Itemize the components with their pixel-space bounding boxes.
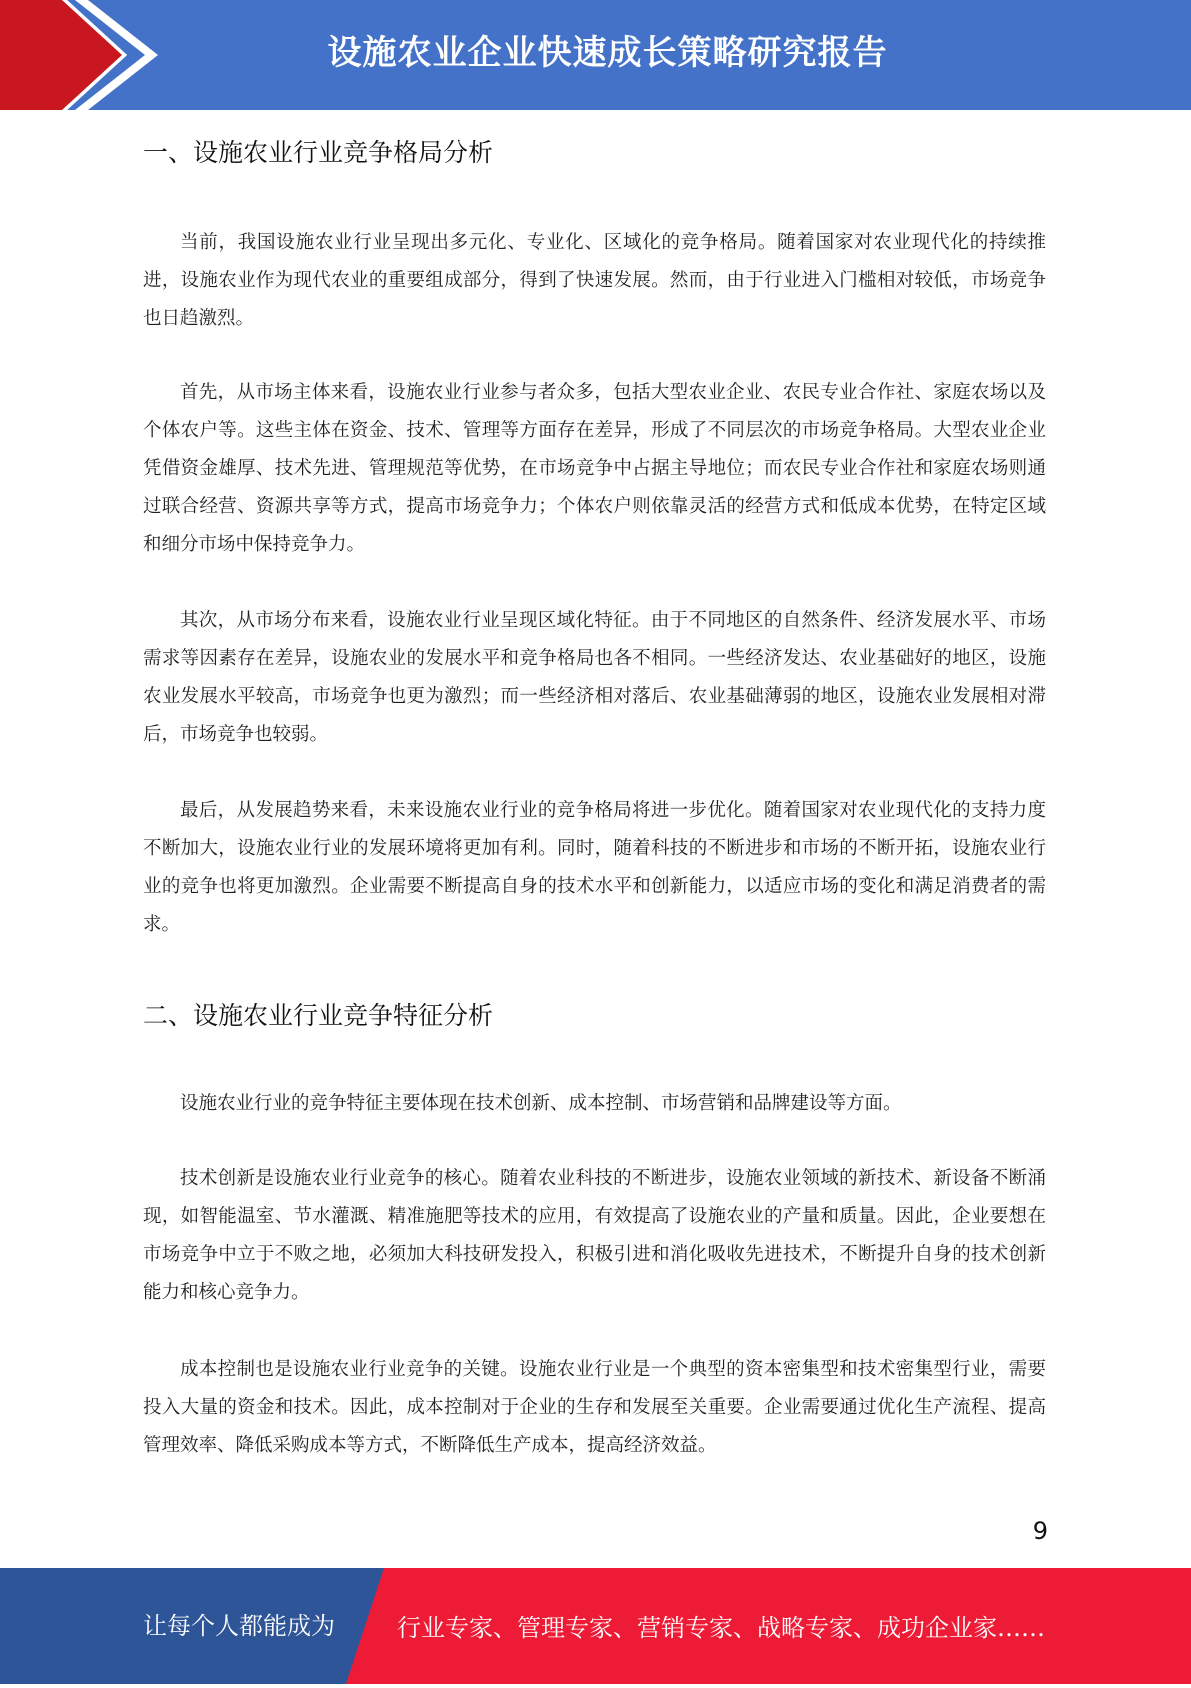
- document-title: 设施农业企业快速成长策略研究报告: [327, 33, 888, 73]
- paragraph: 首先，从市场主体来看，设施农业行业参与者众多，包括大型农业企业、农民专业合作社、家庭农场以及个体农户等。这些主体在资金、技术、管理等方面存在差异，形成了不同层次的市场竞争格局。大型农业企业凭借资金雄厚、技术先进、管理规范等优势，在市场竞争中占据主导地位；而农民专业合作社和家庭农场则通过联合经营、资源共享等方式，提高市场竞争力；个体农户则依靠灵活的经营方式和低成本优势，在特定区域和细分市场中保持竞争力。: [143, 382, 1046, 555]
- paragraph: 技术创新是设施农业行业竞争的核心。随着农业科技的不断进步，设施农业领域的新技术、新设备不断涌现，如智能温室、节水灌溉、精准施肥等技术的应用，有效提高了设施农业的产量和质量。因此，企业要想在市场竞争中立于不败之地，必须加大科技研发投入，积极引进和消化吸收先进技术，不断提升自身的技术创新能力和核心竞争力。: [143, 1168, 1046, 1303]
- footer-slogan-left: 让每个人都能成为: [143, 1612, 335, 1640]
- page-number: 9: [1032, 1517, 1048, 1545]
- header-banner: [0, 0, 1191, 110]
- footer-slogan-right: 行业专家、管理专家、营销专家、战略专家、成功企业家……: [397, 1614, 1045, 1642]
- section-heading-2: 二、设施农业行业竞争特征分析: [143, 1001, 494, 1030]
- footer-banner: [0, 1568, 1191, 1684]
- paragraph: 设施农业行业的竞争特征主要体现在技术创新、成本控制、市场营销和品牌建设等方面。: [180, 1093, 902, 1114]
- paragraph: 成本控制也是设施农业行业竞争的关键。设施农业行业是一个典型的资本密集型和技术密集型行业，需要投入大量的资金和技术。因此，成本控制对于企业的生存和发展至关重要。企业需要通过优化生产流程、提高管理效率、降低采购成本等方式，不断降低生产成本，提高经济效益。: [143, 1359, 1046, 1456]
- paragraph: 当前，我国设施农业行业呈现出多元化、专业化、区域化的竞争格局。随着国家对农业现代化的持续推进，设施农业作为现代农业的重要组成部分，得到了快速发展。然而，由于行业进入门槛相对较低，市场竞争也日趋激烈。: [143, 232, 1046, 329]
- section-heading-1: 一、设施农业行业竞争格局分析: [143, 138, 494, 167]
- paragraph: 最后，从发展趋势来看，未来设施农业行业的竞争格局将进一步优化。随着国家对农业现代化的支持力度不断加大，设施农业行业的发展环境将更加有利。同时，随着科技的不断进步和市场的不断开拓，设施农业行业的竞争也将更加激烈。企业需要不断提高自身的技术水平和创新能力，以适应市场的变化和满足消费者的需求。: [143, 800, 1046, 935]
- paragraph: 其次，从市场分布来看，设施农业行业呈现区域化特征。由于不同地区的自然条件、经济发展水平、市场需求等因素存在差异，设施农业的发展水平和竞争格局也各不相同。一些经济发达、农业基础好的地区，设施农业发展水平较高，市场竞争也更为激烈；而一些经济相对落后、农业基础薄弱的地区，设施农业发展相对滞后，市场竞争也较弱。: [143, 610, 1046, 745]
